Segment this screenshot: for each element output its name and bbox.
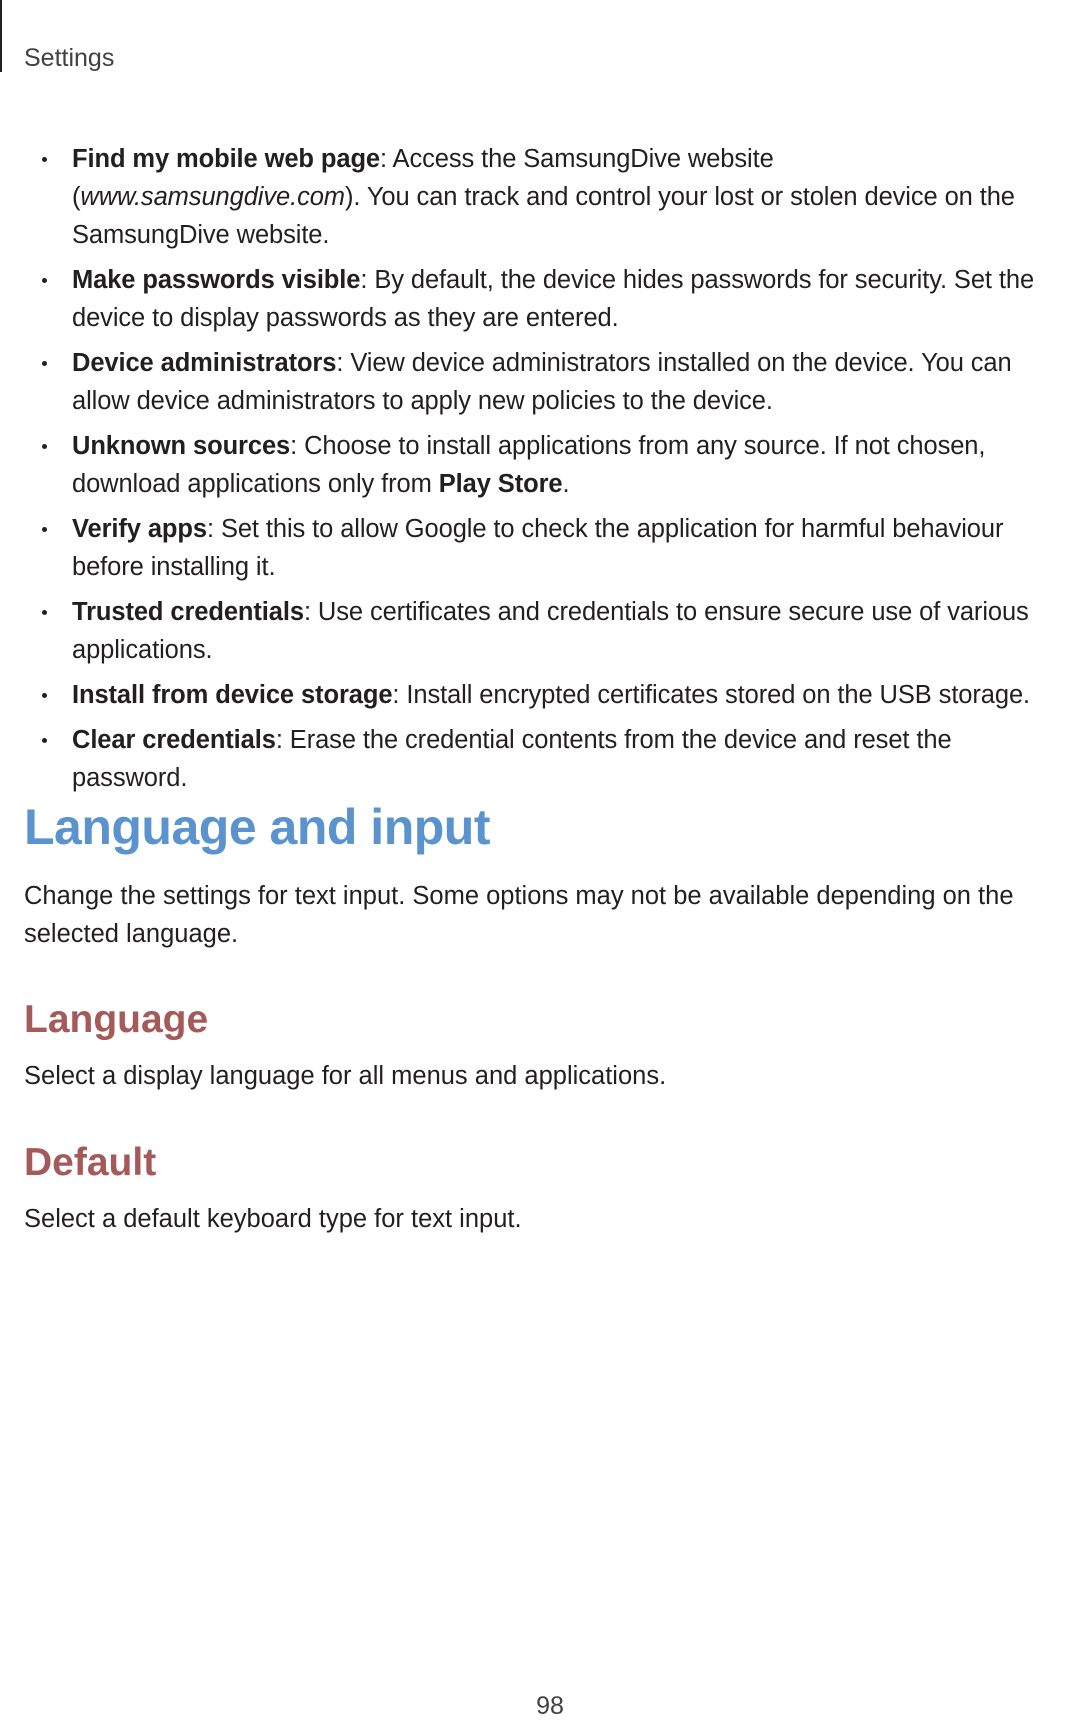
bullet-icon <box>42 693 47 698</box>
bullet-icon <box>42 738 47 743</box>
option-text: : Use certificates and credentials to ensure secure use of various applications. <box>72 598 1029 664</box>
option-text: ). You can track and control your lost or stolen device on the SamsungDive website. <box>72 183 1015 249</box>
page-number: 98 <box>536 1692 564 1720</box>
section-intro: Change the settings for text input. Some options may not be available depending on the selected language. <box>24 882 1014 948</box>
option-text: : Install encrypted certificates stored on the USB storage. <box>392 681 1031 709</box>
option-term: Clear credentials <box>72 726 276 754</box>
option-term: Make passwords visible <box>72 266 361 294</box>
option-text: : View device administrators installed on the device. You can allow device administrators to apply new policies to the device. <box>72 349 1012 415</box>
option-text: : Choose to install applications from any source. If not chosen, download applications only from <box>72 432 986 498</box>
list-item-find-my-mobile <box>0 140 1066 254</box>
bullet-icon <box>42 610 47 615</box>
option-text: . <box>562 470 570 498</box>
subsection-title-language: Language <box>24 998 209 1041</box>
subsection-title-default: Default <box>24 1141 157 1184</box>
list-item-install-from-device-storage <box>0 676 1066 714</box>
subsection-text-language: Select a display language for all menus and applications. <box>24 1062 667 1090</box>
list-item-make-passwords-visible <box>0 261 1066 337</box>
option-term: Unknown sources <box>72 432 291 460</box>
option-term: Device administrators <box>72 349 337 377</box>
option-text: : Erase the credential contents from the device and reset the password. <box>72 726 952 792</box>
list-item-clear-credentials <box>0 721 1066 797</box>
option-term: Install from device storage <box>72 681 393 709</box>
option-term: Find my mobile web page <box>72 145 380 173</box>
option-text: : Set this to allow Google to check the application for harmful behaviour before installing it. <box>72 515 1004 581</box>
list-item-unknown-sources <box>0 427 1066 503</box>
bullet-icon <box>42 444 47 449</box>
option-text: : Access the SamsungDive website ( <box>72 145 774 211</box>
bullet-icon <box>42 527 47 532</box>
list-item-verify-apps <box>0 510 1066 586</box>
bullet-icon <box>42 361 47 366</box>
list-item-trusted-credentials <box>0 593 1066 669</box>
bullet-icon <box>42 157 47 162</box>
running-header: Settings <box>24 44 115 72</box>
website-link[interactable]: www.samsungdive.com <box>80 183 345 211</box>
option-term: Verify apps <box>72 515 207 543</box>
subsection-text-default: Select a default keyboard type for text input. <box>24 1205 522 1233</box>
option-text: : By default, the device hides passwords for security. Set the device to display passwords as they are entered. <box>72 266 1035 332</box>
section-title-language-and-input: Language and input <box>24 799 490 855</box>
play-store-label: Play Store <box>438 470 563 498</box>
bullet-icon <box>42 278 47 283</box>
header-rule <box>0 0 2 72</box>
security-options-list <box>0 140 1066 804</box>
list-item-device-administrators <box>0 344 1066 420</box>
option-term: Trusted credentials <box>72 598 304 626</box>
